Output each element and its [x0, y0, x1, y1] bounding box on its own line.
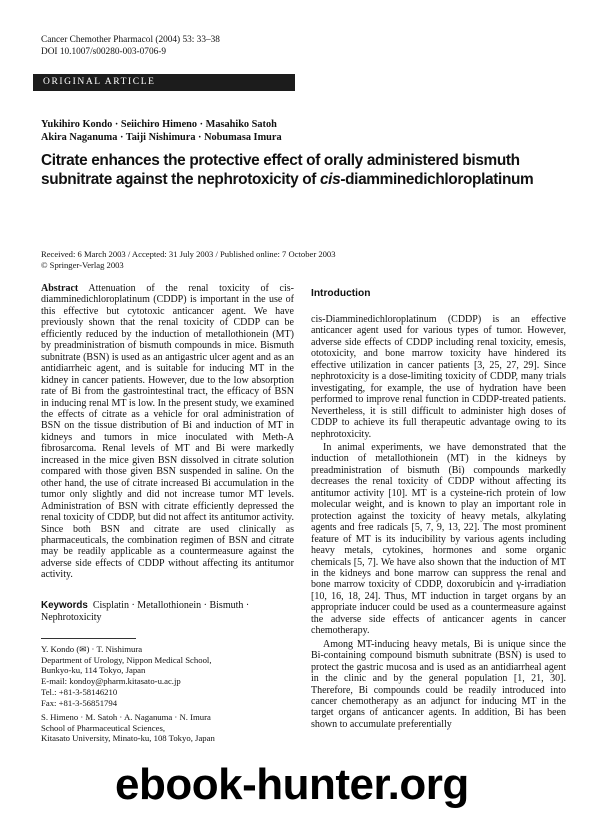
introduction-heading: Introduction: [311, 288, 371, 299]
dates-line: Received: 6 March 2003 / Accepted: 31 July 2003 / Published online: 7 October 2003: [41, 249, 336, 259]
keywords: [41, 600, 294, 623]
article-type: ORIGINAL ARTICLE: [43, 77, 156, 87]
affiliation: S. Himeno · M. Satoh · A. Naganuma · N. Imura School of Pharmaceutical Sciences, Kitasato University, Minato-ku, 108 Tokyo, Japan: [41, 712, 215, 744]
email: E-mail: kondoy@pharm.kitasato-u.ac.jp: [41, 676, 181, 687]
correspondence: Y. Kondo (✉) · T. Nishimura Department of Urology, Nippon Medical School, Bunkyo-ku, 114 Tokyo, Japan E-mail: kondoy@pharm.kitasato-u.ac.jp Tel.: +81-3-58146210 Fax: +81-3-56851794: [41, 644, 212, 708]
journal-citation: Cancer Chemother Pharmacol (2004) 53: 33–38: [41, 35, 220, 45]
author-list: [41, 119, 282, 144]
journal-header: [41, 35, 220, 58]
intro-paragraph-1: cis-Diamminedichloroplatinum (CDDP) is an effective anticancer agent used for various types of tumor. However, adverse side effects of CDDP including renal toxicity, emesis, ototoxicity, and bone marrow toxicity have hindered its effective utilization in cancer patients [3, 25, 27, 29]. Since nephrotoxicity is a dose-limiting toxicity of CDDP, many trials investigating, for example, the use of hydration have been performed to improve renal function in CDDP-treated patients. Nevertheless, it is still difficult to administer high doses of CDDP to achieve its full therapeutic advantage owing to its nephrotoxicity.: [311, 314, 566, 440]
abstract-label: Abstract: [41, 283, 79, 294]
introduction-body: [311, 314, 566, 730]
abstract-text: Attenuation of the renal toxicity of cis-diamminedichloroplatinum (CDDP) is important in the use of this effective but cytotoxic anticancer agent. We have previously shown that the renal toxicity of CDDP can be efficiently reduced by the induction of metallothionein (MT) by preadministration of bismuth compounds in mice. Bismuth subnitrate (BSN) is used as an antigastric ulcer agent and as an antidiarrheic agent, and is suitable for inducing MT in the kidney in cancer patients. However, due to the low absorption rate of Bi from the gastrointestinal tract, the efficacy of BSN in inducing renal MT is low. In the present study, we examined the effects of citrate as a vehicle for oral administration of BSN on the tissue distribution of Bi and induction of MT in kidneys and tumors in mice inoculated with Meth-A fibrosarcoma. Renal levels of MT and Bi were markedly increased in the mice given BSN dissolved in citrate solution compared with those given BSN suspended in saline. On the other hand, the use of citrate increased Bi accumulation in the tumor only slightly and did not increase tumor MT levels. Administration of BSN with citrate efficiently depressed the renal toxicity of CDDP, but did not affect its antitumor activity. Since both BSN and citrate are used clinically as pharmaceuticals, the combination regimen of BSN and citrate may be readily applicable as a countermeasure against the adverse side effects of CDDP without affecting its antitumor activity.: [41, 283, 295, 581]
doi: DOI 10.1007/s00280-003-0706-9: [41, 46, 166, 57]
title-line: subnitrate against the nephrotoxicity of cis-diamminedichloroplatinum: [41, 171, 534, 188]
copyright: © Springer-Verlag 2003: [41, 260, 124, 270]
author-line: Yukihiro Kondo · Seiichiro Himeno · Masahiko Satoh: [41, 119, 277, 130]
intro-paragraph-2: In animal experiments, we have demonstrated that the induction of metallothionein (MT) in the kidneys by preadministration of bismuth (Bi) compounds markedly decreases the renal toxicity of CDDP without affecting its antitumor activity [10]. MT is a cysteine-rich protein of low molecular weight, and is known to play an important role in protection against the toxicity of heavy metals, alkylating agents and free radicals [5, 7, 9, 13, 22]. The most prominent feature of MT is its inducibility by various agents including heavy metals, cytokines, hormones and some organic chemicals [5, 7]. We have also shown that the induction of MT in the kidneys and bone marrow can suppress the renal and bone marrow toxicity of CDDP, doxorubicin and γ-irradiation [10, 16, 18, 24]. Thus, MT induction in target organs by an appropriate inducer could be used as a countermeasure against the adverse side effects of anticancer agents in cancer chemotherapy.: [311, 441, 566, 637]
article-type-band: [33, 74, 295, 91]
telephone: Tel.: +81-3-58146210: [41, 686, 118, 697]
keywords-text: Cisplatin · Metallothionein · Bismuth · Nephrotoxicity: [41, 600, 250, 623]
abstract: [41, 283, 294, 581]
title-line: Citrate enhances the protective effect of orally administered bismuth: [41, 152, 520, 169]
intro-paragraph-3: Among MT-inducing heavy metals, Bi is unique since the Bi-containing compound bismuth subnitrate (BSN) is used to protect the gastric mucosa and is used as an antidiarrheal agent in the clinic and by the general population [1, 21, 30]. Therefore, Bi compounds could be readily introduced into cancer chemotherapy as an adjunct for inducing MT in the target organs of anticancer agents. In addition, Bi has been shown to accumulate preferentially: [311, 638, 566, 730]
footnote-rule: [41, 638, 136, 639]
author-line: Akira Naganuma · Taiji Nishimura · Nobumasa Imura: [41, 131, 282, 143]
keywords-label: Keywords: [41, 600, 88, 611]
watermark: ebook-hunter.org: [115, 760, 469, 809]
fax: Fax: +81-3-56851794: [41, 697, 118, 708]
article-title: [41, 151, 533, 189]
publication-dates: [41, 249, 336, 271]
